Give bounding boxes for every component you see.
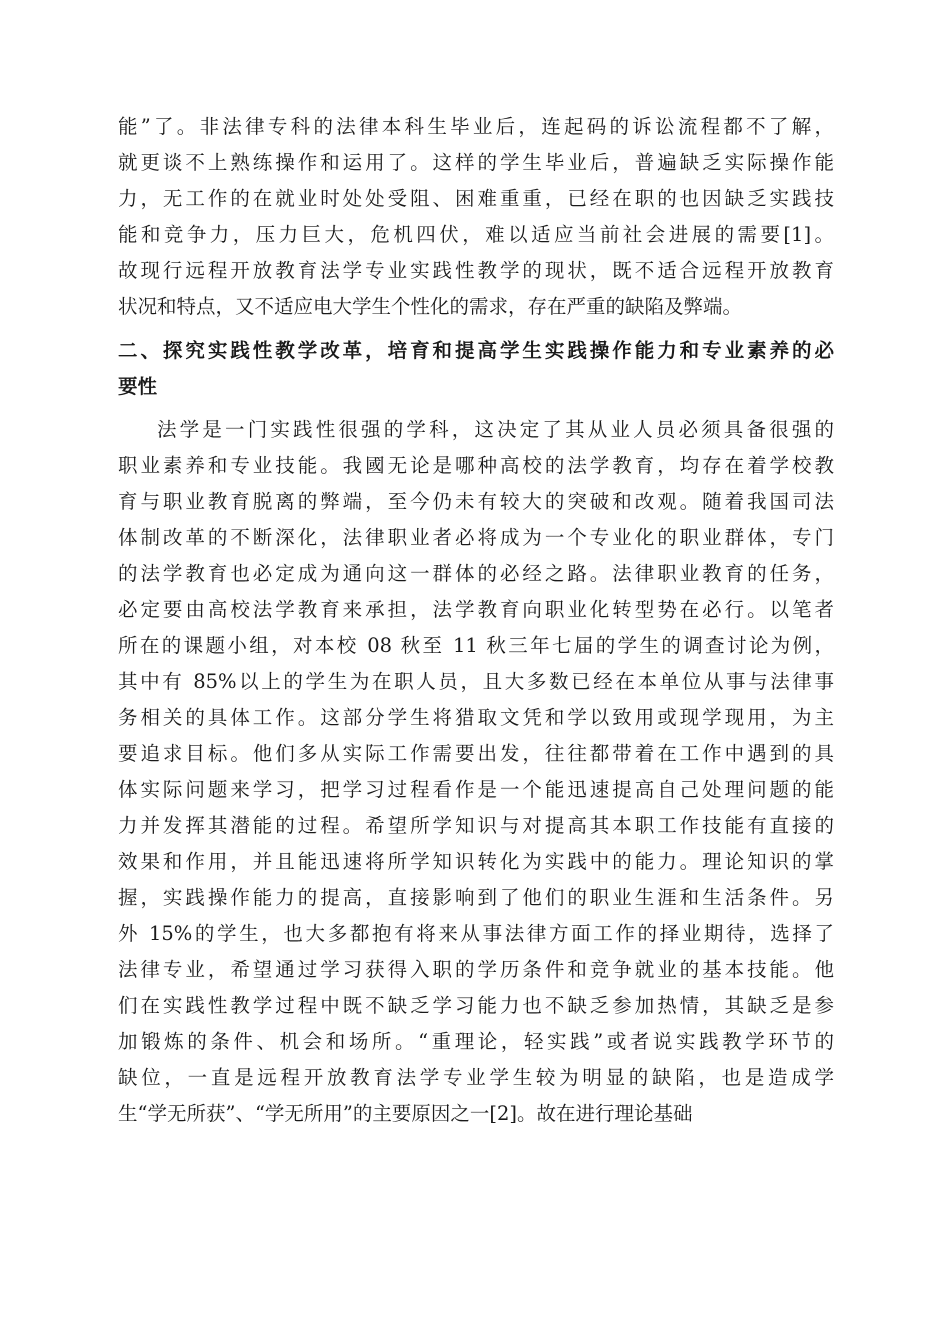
paragraph-line: 就更谈不上熟练操作和运用了。这样的学生毕业后，普遍缺乏实际操作能 [118, 151, 834, 174]
paragraph-continuation [118, 109, 834, 325]
paragraph-line: 要追求目标。他们多从实际工作需要出发，往往都带着在工作中遇到的具 [118, 742, 834, 765]
paragraph-line: 握，实践操作能力的提高，直接影响到了他们的职业生涯和生活条件。另 [118, 886, 834, 909]
paragraph-line: 们在实践性教学过程中既不缺乏学习能力也不缺乏参加热情，其缺乏是参 [118, 994, 834, 1017]
paragraph-line: 必定要由高校法学教育来承担，法学教育向职业化转型势在必行。以笔者 [118, 598, 834, 621]
paragraph-line: 法律专业，希望通过学习获得入职的学历条件和竞争就业的基本技能。他 [118, 958, 834, 981]
paragraph-line: 的法学教育也必定成为通向这一群体的必经之路。法律职业教育的任务， [118, 562, 834, 585]
paragraph-line: 能和竞争力，压力巨大，危机四伏，难以适应当前社会进展的需要[1]。 [118, 223, 834, 246]
paragraph-line: 效果和作用，并且能迅速将所学知识转化为实践中的能力。理论知识的掌 [118, 850, 834, 873]
paragraph-line: 外 15%的学生，也大多都抱有将来从事法律方面工作的择业期待，选择了 [118, 922, 834, 945]
paragraph-body [118, 412, 834, 1132]
paragraph-line: 所在的课题小组，对本校 08 秋至 11 秋三年七届的学生的调查讨论为例， [118, 634, 834, 657]
paragraph-line: 职业素养和专业技能。我國无论是哪种高校的法学教育，均存在着学校教 [118, 454, 834, 477]
paragraph-line: 缺位，一直是远程开放教育法学专业学生较为明显的缺陷，也是造成学 [118, 1066, 834, 1089]
spacer [118, 405, 834, 412]
paragraph-line: 务相关的具体工作。这部分学生将猎取文凭和学以致用或现学现用，为主 [118, 706, 834, 729]
paragraph-line: 状况和特点，又不适应电大学生个性化的需求，存在严重的缺陷及弊端。 [118, 295, 743, 318]
spacer [118, 325, 834, 333]
section-heading-line: 要性 [118, 375, 158, 398]
paragraph-line: 力，无工作的在就业时处处受阻、困难重重，已经在职的也因缺乏实践技 [118, 187, 834, 210]
section-heading-line: 二、探究实践性教学改革，培育和提高学生实践操作能力和专业素养的必 [118, 339, 834, 362]
paragraph-line: 法学是一门实践性很强的学科，这决定了其从业人员必须具备很强的 [157, 418, 834, 441]
paragraph-line: 故现行远程开放教育法学专业实践性教学的现状，既不适合远程开放教育 [118, 259, 834, 282]
paragraph-line: 生“学无所获”、“学无所用”的主要原因之一[2]。故在进行理论基础 [118, 1102, 693, 1125]
section-heading [118, 333, 834, 405]
paragraph-line: 体实际问题来学习，把学习过程看作是一个能迅速提高自己处理问题的能 [118, 778, 834, 801]
paragraph-line: 加锻炼的条件、机会和场所。“重理论，轻实践”或者说实践教学环节的 [118, 1030, 834, 1053]
document-body [118, 109, 834, 1132]
paragraph-line: 力并发挥其潜能的过程。希望所学知识与对提高其本职工作技能有直接的 [118, 814, 834, 837]
paragraph-line: 其中有 85%以上的学生为在职人员，且大多数已经在本单位从事与法律事 [118, 670, 834, 693]
paragraph-line: 体制改革的不断深化，法律职业者必将成为一个专业化的职业群体，专门 [118, 526, 834, 549]
paragraph-line: 育与职业教育脱离的弊端，至今仍未有较大的突破和改观。随着我国司法 [118, 490, 834, 513]
paragraph-line: 能”了。非法律专科的法律本科生毕业后，连起码的诉讼流程都不了解， [118, 115, 834, 138]
